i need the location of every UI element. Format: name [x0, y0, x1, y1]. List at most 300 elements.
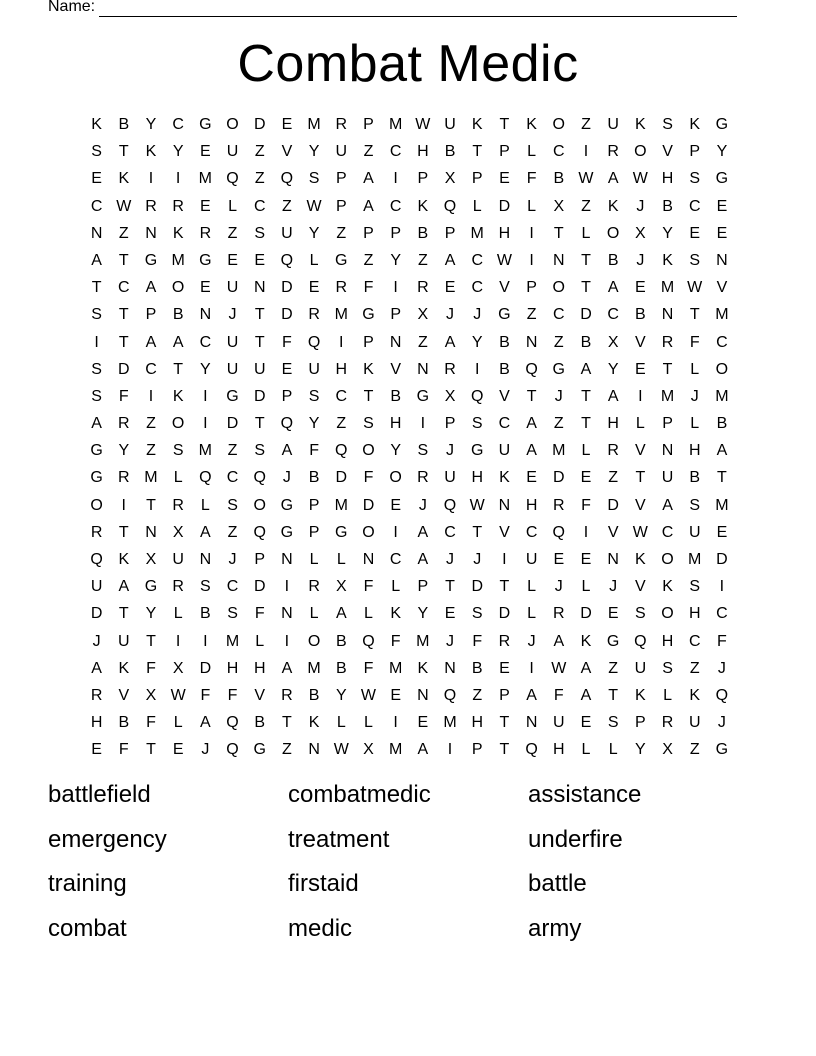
- grid-letter: N: [308, 741, 320, 759]
- grid-letter: T: [581, 251, 591, 269]
- grid-letter: R: [90, 686, 103, 704]
- grid-letter: L: [336, 714, 346, 732]
- grid-letter: F: [390, 632, 401, 650]
- grid-letter: O: [634, 143, 647, 161]
- grid-letter: O: [552, 279, 565, 297]
- grid-letter: U: [281, 224, 293, 242]
- grid-letter: S: [308, 170, 320, 188]
- grid-letter: N: [553, 251, 565, 269]
- grid-letter: P: [444, 224, 456, 242]
- grid-letter: B: [417, 224, 429, 242]
- grid-letter: X: [172, 659, 184, 677]
- grid-letter: R: [553, 496, 565, 514]
- grid-letter: T: [581, 279, 591, 297]
- grid-letter: U: [444, 116, 456, 133]
- grid-letter: B: [308, 469, 320, 487]
- grid-letter: E: [689, 224, 701, 242]
- grid-letter: O: [552, 116, 565, 133]
- grid-letter: E: [716, 224, 728, 242]
- grid-letter: Y: [172, 143, 184, 161]
- grid-letter: P: [444, 415, 456, 433]
- grid-letter: J: [446, 442, 455, 460]
- grid-letter: Z: [227, 523, 238, 541]
- grid-letter: Z: [689, 659, 700, 677]
- word-list-item: underfire: [528, 825, 623, 853]
- grid-letter: I: [393, 279, 398, 297]
- grid-letter: L: [364, 605, 373, 623]
- grid-letter: A: [91, 251, 102, 269]
- grid-letter: T: [635, 469, 646, 487]
- grid-letter: R: [118, 415, 130, 433]
- grid-letter: Z: [417, 333, 428, 351]
- grid-letter: L: [173, 714, 183, 732]
- grid-letter: O: [307, 632, 321, 650]
- grid-letter: G: [253, 741, 266, 759]
- word-list-item: medic: [288, 914, 353, 942]
- grid-letter: S: [254, 224, 266, 242]
- grid-letter: M: [307, 659, 321, 677]
- word-list-item: combat: [48, 914, 127, 942]
- grid-letter: O: [389, 469, 402, 487]
- grid-letter: S: [471, 415, 483, 433]
- grid-letter: N: [716, 251, 728, 269]
- grid-letter: Z: [472, 686, 483, 704]
- grid-letter: B: [499, 333, 510, 351]
- grid-letter: D: [580, 605, 592, 623]
- grid-letter: T: [173, 360, 184, 378]
- grid-letter: B: [335, 632, 347, 650]
- grid-row: [83, 410, 736, 437]
- grid-letter: U: [525, 551, 538, 568]
- grid-letter: A: [363, 170, 374, 188]
- grid-letter: H: [335, 360, 348, 378]
- grid-letter: G: [335, 523, 348, 541]
- grid-letter: Y: [635, 741, 646, 759]
- name-field: [48, 0, 737, 17]
- grid-letter: J: [201, 741, 210, 759]
- grid-letter: B: [471, 659, 483, 677]
- grid-letter: Y: [118, 442, 130, 460]
- grid-letter: P: [390, 224, 401, 242]
- grid-letter: I: [393, 523, 398, 541]
- grid-letter: Q: [199, 469, 212, 487]
- grid-letter: O: [362, 523, 375, 541]
- grid-letter: A: [716, 442, 728, 460]
- grid-letter: X: [662, 741, 673, 759]
- grid-letter: Q: [443, 496, 457, 514]
- grid-letter: G: [335, 251, 348, 269]
- grid-letter: Z: [553, 333, 564, 351]
- grid-letter: R: [172, 578, 184, 596]
- grid-letter: L: [690, 415, 700, 433]
- grid-letter: P: [662, 415, 673, 433]
- grid-letter: O: [715, 360, 729, 378]
- grid-letter: M: [660, 279, 675, 297]
- grid-letter: B: [607, 251, 619, 269]
- grid-letter: D: [580, 306, 592, 324]
- grid-letter: Q: [253, 469, 266, 487]
- grid-letter: K: [662, 578, 673, 596]
- grid-letter: O: [171, 279, 185, 297]
- grid-letter: Q: [226, 170, 239, 188]
- grid-letter: O: [661, 605, 674, 623]
- grid-letter: C: [253, 197, 266, 215]
- grid-letter: L: [581, 442, 591, 460]
- grid-letter: C: [335, 387, 348, 405]
- grid-letter: Q: [443, 686, 457, 704]
- grid-letter: R: [281, 686, 293, 704]
- grid-letter: A: [118, 578, 130, 596]
- grid-letter: L: [364, 714, 373, 732]
- grid-letter: R: [607, 442, 619, 460]
- grid-letter: Q: [525, 741, 538, 759]
- grid-letter: N: [525, 714, 538, 732]
- grid-letter: B: [118, 714, 130, 732]
- grid-letter: K: [526, 116, 537, 133]
- word-list-item: army: [528, 914, 582, 942]
- grid-letter: F: [309, 442, 319, 460]
- grid-letter: C: [498, 415, 511, 433]
- grid-letter: E: [227, 251, 238, 269]
- grid-letter: Q: [552, 523, 565, 541]
- grid-row: [83, 709, 736, 736]
- grid-letter: G: [226, 387, 239, 405]
- grid-letter: A: [417, 551, 429, 568]
- grid-letter: I: [583, 523, 589, 541]
- grid-letter: A: [200, 523, 211, 541]
- grid-letter: U: [661, 469, 674, 487]
- grid-letter: M: [388, 116, 403, 133]
- grid-letter: F: [146, 659, 156, 677]
- grid-letter: U: [226, 360, 239, 378]
- grid-letter: N: [498, 496, 511, 514]
- grid-letter: C: [90, 197, 103, 215]
- grid-letter: R: [417, 469, 429, 487]
- grid-letter: L: [173, 469, 183, 487]
- grid-letter: R: [90, 523, 103, 541]
- grid-letter: C: [145, 360, 157, 378]
- grid-letter: Z: [254, 143, 265, 161]
- grid-letter: R: [335, 116, 348, 133]
- grid-row: [83, 329, 736, 356]
- grid-letter: B: [118, 116, 130, 133]
- grid-letter: S: [635, 605, 646, 623]
- grid-letter: I: [121, 496, 126, 514]
- grid-letter: T: [662, 360, 673, 378]
- grid-letter: S: [363, 415, 374, 433]
- grid-letter: F: [526, 170, 537, 188]
- grid-letter: I: [94, 333, 99, 351]
- word-list-item: combatmedic: [288, 781, 431, 808]
- grid-letter: T: [472, 143, 483, 161]
- grid-row: [83, 437, 736, 464]
- grid-letter: M: [388, 741, 403, 759]
- grid-letter: M: [443, 714, 457, 732]
- grid-letter: K: [635, 686, 646, 704]
- grid-letter: P: [471, 741, 483, 759]
- grid-letter: S: [254, 442, 266, 460]
- grid-letter: E: [580, 551, 592, 568]
- grid-letter: C: [553, 143, 565, 161]
- grid-letter: W: [687, 279, 703, 297]
- grid-letter: W: [360, 686, 377, 704]
- grid-letter: M: [715, 387, 729, 405]
- grid-letter: T: [499, 116, 510, 133]
- grid-letter: I: [175, 632, 181, 650]
- grid-letter: B: [200, 605, 211, 623]
- grid-letter: W: [496, 251, 512, 269]
- grid-letter: R: [417, 279, 429, 297]
- grid-letter: W: [116, 197, 132, 215]
- grid-letter: V: [635, 578, 646, 596]
- grid-letter: Y: [200, 360, 211, 378]
- grid-letter: A: [662, 496, 673, 514]
- grid-letter: Y: [308, 143, 320, 161]
- grid-letter: J: [418, 496, 427, 514]
- grid-row: [83, 682, 736, 709]
- grid-letter: N: [417, 360, 429, 378]
- grid-letter: K: [580, 632, 592, 650]
- grid-letter: C: [172, 116, 184, 133]
- grid-letter: L: [472, 197, 482, 215]
- grid-letter: Q: [253, 523, 266, 541]
- grid-letter: C: [525, 523, 538, 541]
- grid-letter: I: [529, 251, 534, 269]
- grid-letter: R: [308, 306, 320, 324]
- grid-letter: D: [716, 551, 728, 568]
- grid-letter: S: [607, 714, 619, 732]
- grid-letter: D: [226, 415, 239, 433]
- grid-letter: E: [580, 714, 592, 732]
- grid-letter: G: [606, 632, 620, 650]
- grid-letter: T: [118, 143, 129, 161]
- grid-letter: D: [199, 659, 212, 677]
- grid-letter: C: [607, 306, 619, 324]
- grid-letter: H: [607, 415, 619, 433]
- grid-letter: W: [578, 170, 594, 188]
- word-list: [48, 773, 768, 951]
- grid-letter: T: [282, 714, 292, 732]
- grid-letter: F: [363, 469, 374, 487]
- grid-letter: X: [335, 578, 347, 596]
- grid-letter: T: [581, 415, 591, 433]
- grid-row: [83, 247, 736, 274]
- grid-letter: X: [172, 523, 184, 541]
- grid-letter: T: [91, 279, 102, 297]
- grid-letter: R: [172, 496, 184, 514]
- grid-letter: U: [553, 714, 565, 732]
- grid-row: [83, 546, 736, 573]
- grid-letter: I: [502, 551, 507, 568]
- grid-letter: X: [444, 170, 456, 188]
- grid-letter: E: [444, 279, 456, 297]
- grid-letter: C: [688, 632, 701, 650]
- grid-letter: Q: [335, 442, 348, 460]
- grid-letter: A: [335, 605, 347, 623]
- grid-letter: T: [472, 523, 483, 541]
- grid-letter: N: [362, 551, 375, 568]
- grid-letter: K: [689, 116, 701, 133]
- grid-letter: S: [91, 143, 102, 161]
- grid-letter: B: [308, 686, 320, 704]
- grid-letter: G: [90, 442, 103, 460]
- grid-letter: L: [527, 143, 537, 161]
- grid-letter: H: [498, 224, 511, 242]
- grid-letter: P: [363, 224, 374, 242]
- grid-letter: X: [635, 224, 646, 242]
- grid-letter: Q: [280, 170, 294, 188]
- grid-letter: Z: [146, 415, 156, 433]
- grid-letter: A: [363, 197, 374, 215]
- grid-letter: R: [145, 197, 157, 215]
- grid-letter: C: [661, 523, 674, 541]
- grid-letter: K: [363, 360, 374, 378]
- grid-letter: K: [635, 116, 646, 133]
- grid-letter: I: [203, 387, 208, 405]
- grid-letter: K: [118, 659, 130, 677]
- grid-letter: N: [525, 333, 538, 351]
- grid-letter: O: [90, 496, 103, 514]
- grid-letter: B: [335, 659, 347, 677]
- grid-letter: N: [444, 659, 456, 677]
- grid-letter: Y: [607, 360, 619, 378]
- grid-letter: M: [552, 442, 566, 460]
- grid-letter: Z: [282, 197, 292, 215]
- grid-row: [83, 301, 736, 328]
- grid-letter: F: [581, 496, 591, 514]
- grid-letter: I: [447, 741, 453, 759]
- grid-letter: Z: [581, 197, 591, 215]
- grid-letter: H: [661, 632, 674, 650]
- grid-letter: D: [362, 496, 375, 514]
- grid-letter: I: [284, 632, 290, 650]
- grid-letter: C: [389, 143, 402, 161]
- grid-letter: K: [635, 551, 646, 568]
- grid-row: [83, 220, 736, 247]
- grid-letter: M: [334, 306, 348, 324]
- grid-letter: V: [254, 686, 266, 704]
- grid-letter: A: [526, 686, 537, 704]
- grid-letter: A: [91, 415, 102, 433]
- grid-letter: Q: [470, 387, 484, 405]
- grid-letter: X: [417, 306, 429, 324]
- grid-letter: W: [415, 116, 431, 133]
- grid-letter: M: [307, 116, 321, 133]
- grid-letter: L: [255, 632, 265, 650]
- grid-letter: I: [474, 360, 480, 378]
- grid-letter: R: [335, 279, 348, 297]
- grid-letter: Y: [471, 333, 483, 351]
- grid-letter: I: [175, 170, 181, 188]
- grid-letter: Q: [443, 197, 457, 215]
- grid-letter: H: [471, 714, 483, 732]
- grid-letter: A: [281, 659, 293, 677]
- grid-letter: Z: [553, 415, 564, 433]
- grid-letter: Q: [280, 251, 294, 269]
- grid-letter: E: [91, 741, 102, 759]
- grid-letter: G: [280, 496, 294, 514]
- grid-letter: F: [472, 632, 483, 650]
- grid-letter: I: [339, 333, 344, 351]
- grid-letter: F: [254, 605, 265, 623]
- grid-letter: G: [144, 578, 158, 596]
- grid-letter: E: [444, 605, 456, 623]
- grid-letter: M: [171, 251, 185, 269]
- grid-letter: H: [688, 605, 701, 623]
- grid-letter: R: [118, 469, 130, 487]
- grid-letter: M: [198, 170, 212, 188]
- word-list-item: battlefield: [48, 781, 151, 808]
- grid-letter: C: [716, 605, 728, 623]
- grid-letter: E: [635, 360, 646, 378]
- grid-letter: M: [660, 387, 675, 405]
- grid-letter: G: [498, 306, 511, 324]
- grid-letter: E: [390, 686, 401, 704]
- grid-letter: Q: [90, 551, 103, 568]
- grid-letter: S: [308, 387, 320, 405]
- grid-letter: V: [716, 279, 728, 297]
- grid-letter: E: [91, 170, 102, 188]
- grid-letter: A: [607, 279, 619, 297]
- grid-letter: C: [444, 523, 456, 541]
- grid-letter: K: [145, 143, 157, 161]
- grid-letter: A: [580, 360, 592, 378]
- grid-letter: Z: [227, 442, 238, 460]
- grid-letter: K: [308, 714, 320, 732]
- grid-letter: Z: [363, 251, 374, 269]
- grid-letter: J: [609, 578, 618, 596]
- grid-letter: S: [91, 306, 102, 324]
- grid-letter: S: [227, 496, 238, 514]
- grid-letter: E: [499, 170, 510, 188]
- grid-letter: D: [553, 469, 565, 487]
- grid-letter: L: [608, 741, 618, 759]
- grid-letter: Y: [308, 415, 320, 433]
- grid-letter: U: [688, 714, 701, 732]
- grid-letter: Z: [336, 224, 347, 242]
- grid-letter: S: [91, 387, 102, 405]
- grid-letter: X: [444, 387, 456, 405]
- grid-letter: N: [607, 551, 619, 568]
- grid-letter: U: [118, 632, 130, 650]
- grid-letter: Z: [608, 469, 619, 487]
- grid-letter: Q: [307, 333, 321, 351]
- grid-letter: H: [417, 143, 429, 161]
- grid-letter: X: [553, 197, 565, 215]
- grid-letter: I: [420, 415, 426, 433]
- grid-letter: W: [170, 686, 186, 704]
- grid-letter: I: [529, 224, 534, 242]
- grid-letter: B: [444, 143, 456, 161]
- grid-letter: G: [144, 251, 158, 269]
- grid-letter: T: [499, 741, 510, 759]
- grid-letter: F: [282, 333, 292, 351]
- grid-letter: S: [91, 360, 102, 378]
- grid-letter: B: [662, 197, 673, 215]
- grid-letter: L: [635, 415, 645, 433]
- grid-letter: B: [499, 360, 510, 378]
- grid-letter: B: [716, 415, 728, 433]
- grid-letter: S: [417, 442, 429, 460]
- grid-row: [83, 111, 736, 138]
- grid-letter: T: [581, 387, 591, 405]
- grid-letter: L: [200, 496, 210, 514]
- grid-letter: P: [417, 578, 429, 596]
- grid-letter: Q: [525, 360, 538, 378]
- grid-letter: H: [389, 415, 402, 433]
- grid-letter: Q: [362, 632, 375, 650]
- grid-letter: A: [526, 442, 537, 460]
